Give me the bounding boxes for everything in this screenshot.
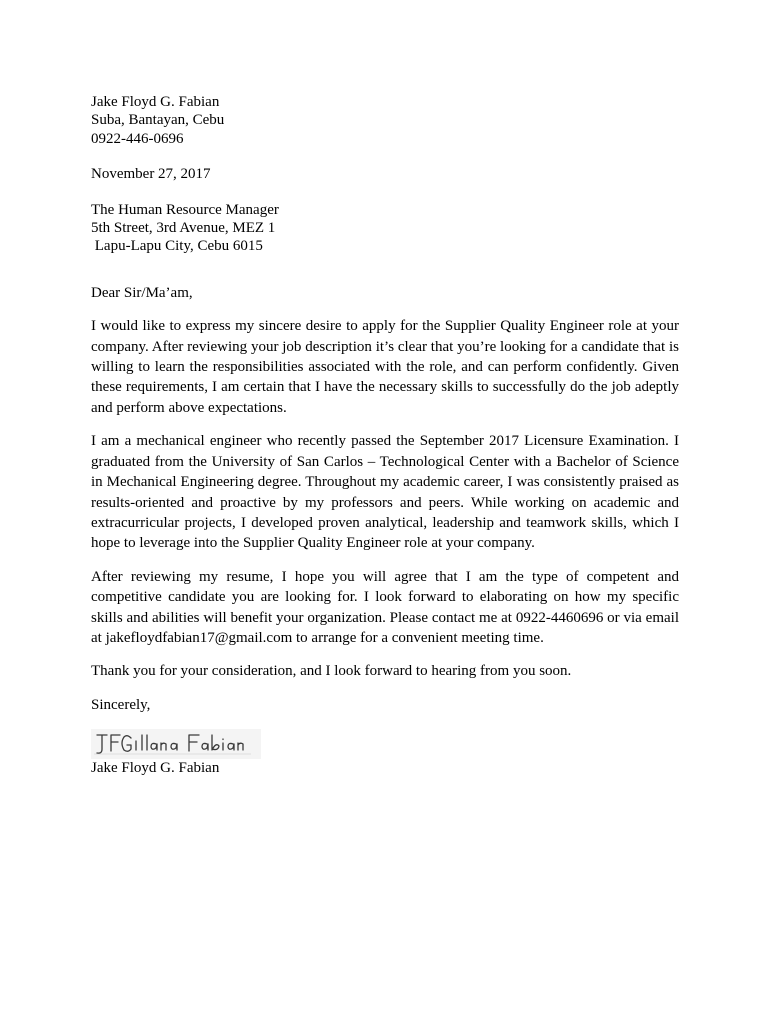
sender-block xyxy=(91,93,679,148)
recipient-block xyxy=(91,201,679,256)
paragraph-background: I am a mechanical engineer who recently passed the September 2017 Licensure Examination. I graduated from the University of San Carlos – Technological Center with a Bachelor of Science in Mechanical Engineering degree. Throughout my academic career, I was consistently praised as results-oriented and proactive by my professors and peers. While working on academic and extracurricular projects, I developed proven analytical, leadership and teamwork skills, which I hope to leverage into the Supplier Quality Engineer role at your company. xyxy=(91,433,679,552)
recipient-street: 5th Street, 3rd Avenue, MEZ 1 xyxy=(91,220,276,237)
sender-address: Suba, Bantayan, Cebu xyxy=(91,112,225,129)
paragraph-thanks: Thank you for your consideration, and I look forward to hearing from you soon. xyxy=(91,663,572,680)
sender-name: Jake Floyd G. Fabian xyxy=(91,94,220,110)
signature-name: Jake Floyd G. Fabian xyxy=(91,760,220,777)
cover-letter xyxy=(91,93,679,778)
letter-date: November 27, 2017 xyxy=(91,166,211,183)
closing: Sincerely, xyxy=(91,696,151,713)
handwritten-signature xyxy=(91,729,261,759)
salutation: Dear Sir/Ma’am, xyxy=(91,284,193,301)
sender-phone: 0922-446-0696 xyxy=(91,130,184,147)
recipient-city: Lapu-Lapu City, Cebu 6015 xyxy=(91,238,263,255)
signature-block xyxy=(91,759,679,777)
paragraph-contact: After reviewing my resume, I hope you will agree that I am the type of competent and competitive candidate you are looking for. I look forward to elaborating on how my specific skills and abilities will benefit your organization. Please contact me at 0922-4460696 or via email at jakefloydfabian17@gmail.com to arrange for a convenient meeting time. xyxy=(91,568,679,646)
paragraph-intro: I would like to express my sincere desire to apply for the Supplier Quality Engineer role at your company. After reviewing your job description it’s clear that you’re looking for a candidate that is willing to learn the responsibilities associated with the role, and can perform confidently. Given these requirements, I am certain that I have the necessary skills to successfully do the job adeptly and perform above expectations. xyxy=(91,318,679,416)
date-line xyxy=(91,165,679,183)
recipient-title: The Human Resource Manager xyxy=(91,201,279,218)
